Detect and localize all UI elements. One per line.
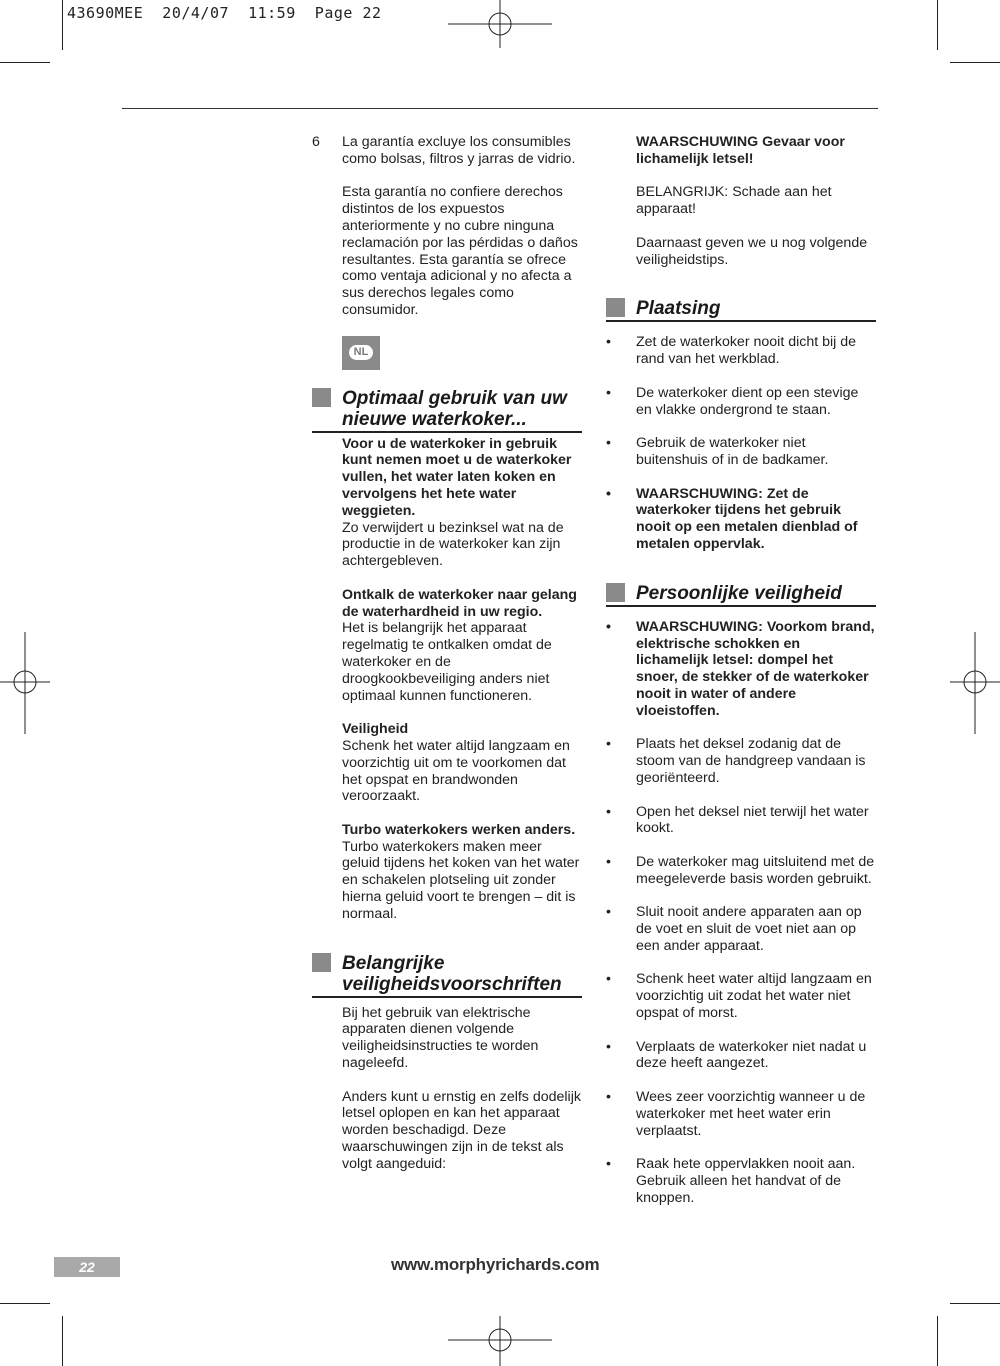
bullet: • (606, 853, 611, 870)
crop-mark (950, 1303, 1000, 1304)
list-item: • Raak hete oppervlakken nooit aan. Gebruik alleen het handvat of de knoppen. (606, 1156, 856, 1206)
paragraph: Turbo waterkokers maken meer geluid tijdens het koken van het water en schakelen plotseling uit zonder hierna geluid voort te brengen – dit is normaal. (342, 838, 580, 922)
heading-square-icon (606, 298, 625, 317)
right-column (606, 134, 876, 1223)
language-badge (342, 336, 380, 370)
section-heading: Optimaal gebruik van uw nieuwe waterkoker... (312, 388, 582, 433)
subheading: Turbo waterkokers werken anders. (342, 821, 576, 838)
list-item: • Open het deksel niet terwijl het water kookt. (606, 803, 869, 837)
bullet: • (606, 435, 611, 452)
subheading: Veiligheid (342, 721, 409, 738)
list-item: • Verplaats de waterkoker niet nadat u deze heeft aangezet. (606, 1038, 867, 1072)
paragraph: Anders kunt u ernstig en zelfs dodelijk letsel oplopen en kan het apparaat worden beschadigd. Deze waarschuwingen zijn in de tekst als volgt aangeduid: (342, 1088, 581, 1172)
crop-mark (0, 1303, 50, 1304)
list-item: • De waterkoker mag uitsluitend met de meegeleverde basis worden gebruikt. (606, 853, 875, 887)
section-heading: Belangrijke veiligheidsvoorschriften (312, 953, 582, 998)
top-rule (122, 108, 878, 109)
paragraph: Zo verwijdert u bezinksel wat na de productie in de waterkoker kan zijn achtergebleven. (342, 519, 564, 570)
section-body (312, 436, 582, 923)
bullet: • (606, 485, 611, 502)
bullet: • (606, 334, 611, 351)
list-item-warning: • WAARSCHUWING: Zet de waterkoker tijdens het gebruik nooit op een metalen dienblad of metalen oppervlak. (606, 485, 858, 552)
heading-square-icon (312, 953, 331, 972)
paragraph: Het is belangrijk het apparaat regelmatig te ontkalken omdat de waterkoker en de droogkookbeveiliging anders niet optimaal kunnen functioneren. (342, 620, 552, 704)
registration-mark-icon (448, 1316, 552, 1366)
list-item: • Plaats het deksel zodanig dat de stoom van de handgreep vandaan is georiënteerd. (606, 736, 866, 786)
page-number: 22 (54, 1257, 120, 1277)
registration-mark-icon (0, 632, 50, 734)
bullet: • (606, 736, 611, 753)
bullet: • (606, 384, 611, 401)
warning-label: WAARSCHUWING Gevaar voor lichamelijk letsel! (636, 134, 845, 167)
registration-mark-icon (448, 0, 552, 50)
paragraph: Daarnaast geven we u nog volgende veiligheidstips. (636, 234, 868, 268)
section-body (606, 334, 876, 552)
bullet: • (606, 1156, 611, 1173)
list-item: • Gebruik de waterkoker niet buitenshuis of in de badkamer. (606, 435, 829, 468)
crop-mark (62, 1316, 63, 1366)
bullet: • (606, 803, 611, 820)
list-item: • Zet de waterkoker nooit dicht bij de rand van het werkblad. (606, 334, 857, 368)
paragraph: Bij het gebruik van elektrische apparaten dienen volgende veiligheidsinstructies te worden nageleefd. (342, 1004, 539, 1072)
list-item: • Schenk heet water altijd langzaam en voorzichtig uit zodat het water niet opspat of morst. (606, 971, 872, 1022)
item-number: 6 (312, 134, 320, 150)
website-link[interactable]: www.morphyrichards.com (391, 1255, 600, 1274)
heading-square-icon (606, 583, 625, 602)
section-body (312, 1005, 582, 1173)
subheading: Voor u de waterkoker in gebruik kunt nemen moet u de waterkoker vullen, het water laten koken en vervolgens het hete water weggieten. (342, 435, 572, 519)
section-heading: Plaatsing (606, 298, 876, 322)
list-item: • Wees zeer voorzichtig wanneer u de waterkoker met heet water erin verplaatst. (606, 1089, 866, 1139)
list-item (312, 134, 582, 168)
crop-mark (62, 0, 63, 50)
section-body (606, 619, 876, 1207)
crop-mark (937, 0, 938, 50)
crop-mark (950, 62, 1000, 63)
language-badge-label: NL (349, 345, 374, 360)
list-item: • De waterkoker dient op een stevige en vlakke ondergrond te staan. (606, 384, 859, 418)
item-text: La garantía excluye los consumibles como bolsas, filtros y jarras de vidrio. (342, 134, 576, 167)
subheading: Ontkalk de waterkoker naar gelang de waterhardheid in uw regio. (342, 586, 577, 620)
list-item: • Sluit nooit andere apparaten aan op de voet en sluit de voet niet aan op een ander apparaat. (606, 904, 862, 954)
left-column (312, 134, 582, 1189)
bullet: • (606, 1038, 611, 1055)
crop-mark (0, 62, 50, 63)
list-item-warning: • WAARSCHUWING: Voorkom brand, elektrische schokken en lichamelijk letsel: dompel het snoer, de stekker of de waterkoker nooit in water of andere vloeistoffen. (606, 618, 875, 719)
important-label: BELANGRIJK: Schade aan het apparaat! (636, 184, 832, 218)
printer-slug: 43690MEE 20/4/07 11:59 Page 22 (67, 4, 382, 22)
paragraph: Schenk het water altijd langzaam en voorzichtig uit om te voorkomen dat het opspat en brandwonden veroorzaakt. (342, 737, 570, 805)
section-heading: Persoonlijke veiligheid (606, 583, 876, 607)
bullet: • (606, 618, 611, 635)
heading-square-icon (312, 388, 331, 407)
crop-mark (937, 1316, 938, 1366)
bullet: • (606, 904, 611, 921)
registration-mark-icon (950, 632, 1000, 734)
bullet: • (606, 1089, 611, 1106)
spanish-paragraph: Esta garantía no confiere derechos distintos de los expuestos anteriormente y no cubre ninguna reclamación por las pérdidas o daños resultantes. Esta garantía se ofrece como ventaja adicional y no afecta a sus derechos legales como consumidor. (342, 184, 578, 318)
bullet: • (606, 971, 611, 988)
